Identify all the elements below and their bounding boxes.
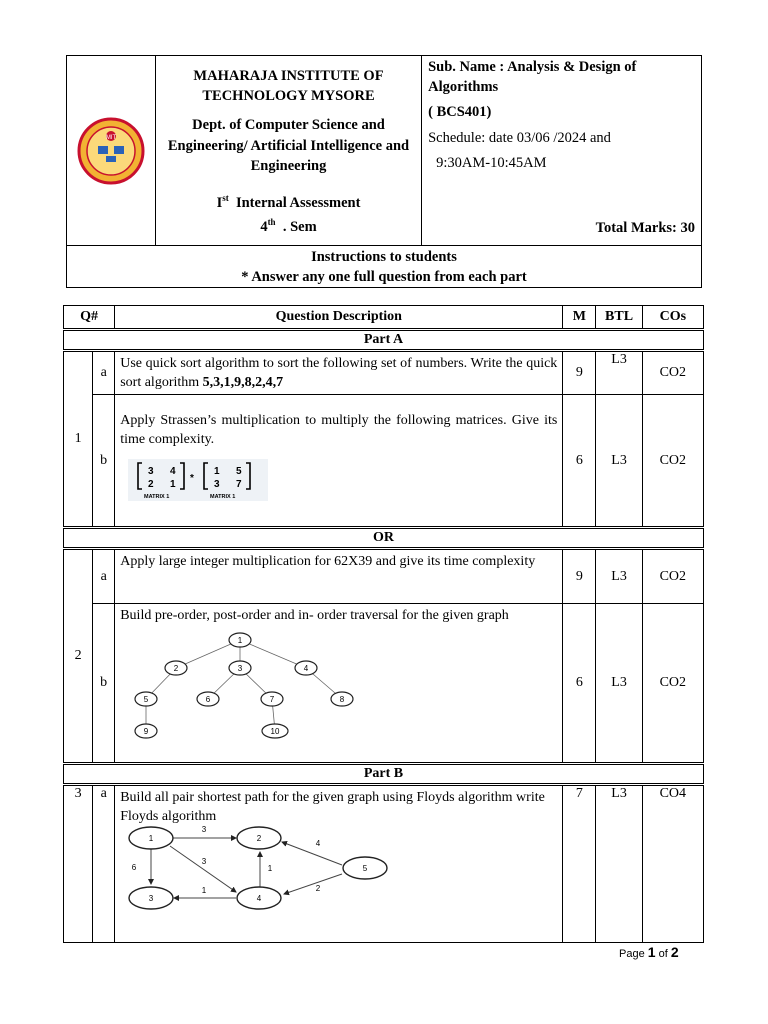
tree-label-5: 5 — [143, 695, 149, 704]
m1-a11: 3 — [148, 466, 154, 477]
q1b-co: CO2 — [642, 395, 703, 528]
multiply-operator: * — [190, 473, 195, 484]
q2b-marks: 6 — [563, 604, 596, 764]
q1a-btl: L3 — [596, 351, 642, 395]
edge-weight-5-4: 2 — [315, 884, 321, 893]
tree-figure — [120, 628, 360, 750]
subject-name-line1: Sub. Name : Analysis & Design of — [428, 59, 637, 75]
tree-label-9: 9 — [143, 727, 149, 736]
edge-weight-1-4: 3 — [201, 857, 207, 866]
q1b-sub: b — [93, 395, 115, 528]
col-header-marks: M — [563, 306, 596, 330]
q2b-btl: L3 — [596, 604, 642, 764]
edge-weight-4-3: 1 — [201, 886, 207, 895]
or-label: OR — [64, 528, 704, 549]
tree-label-6: 6 — [205, 695, 211, 704]
tree-label-3: 3 — [237, 664, 243, 673]
q1a-co: CO2 — [642, 351, 703, 395]
assessment-title: Ist Internal Assessment — [216, 192, 361, 211]
institute-name-line2: TECHNOLOGY MYSORE — [202, 88, 375, 104]
q2a-text: Apply large integer multiplication for 62X39 and give its time complexity — [115, 549, 563, 604]
tree-label-1: 1 — [237, 636, 243, 645]
logo-text: MIT — [105, 134, 117, 141]
q3a-sub: a — [93, 785, 115, 943]
institute-cell — [155, 56, 421, 246]
logo-cell — [67, 56, 156, 246]
q2a-co: CO2 — [642, 549, 703, 604]
tree-label-4: 4 — [303, 664, 309, 673]
m2-a11: 1 — [214, 466, 220, 477]
floyd-label-4: 4 — [256, 894, 262, 903]
institute-name-line1: MAHARAJA INSTITUTE OF — [193, 68, 384, 84]
tree-label-10: 10 — [270, 727, 280, 736]
q1b-text: Apply Strassen’s multiplication to multiply the following matrices. Give its time complexity. — [120, 413, 558, 447]
instructions-cell — [67, 246, 702, 288]
question-table — [63, 305, 704, 943]
q1b-cell — [115, 395, 563, 528]
floyd-label-5: 5 — [362, 864, 368, 873]
part-b-label: Part B — [64, 764, 704, 785]
schedule-date: Schedule: date 03/06 /2024 and — [428, 130, 611, 146]
m1-a21: 2 — [148, 479, 154, 490]
q2b-cell — [115, 604, 563, 764]
edge-weight-1-2: 3 — [201, 826, 207, 834]
col-header-btl: BTL — [596, 306, 642, 330]
m2-a22: 7 — [236, 479, 242, 490]
q2a-btl: L3 — [596, 549, 642, 604]
instructions-title: Instructions to students — [311, 248, 457, 265]
dept-line2: Engineering/ Artificial Intelligence and — [167, 137, 410, 154]
edge-weight-4-2: 1 — [267, 864, 273, 873]
m1-a12: 4 — [170, 466, 176, 477]
header-table — [66, 55, 702, 288]
matrix2-label: MATRIX 1 — [210, 494, 236, 500]
q1-number: 1 — [64, 351, 93, 528]
total-marks: Total Marks: 30 — [595, 220, 695, 236]
tree-label-7: 7 — [269, 695, 275, 704]
m1-a22: 1 — [170, 479, 176, 490]
subject-code: ( BCS401) — [428, 104, 492, 120]
floyd-label-3: 3 — [148, 894, 154, 903]
q2b-text: Build pre-order, post-order and in- order traversal for the given graph — [120, 608, 509, 623]
strassen-matrices-figure — [128, 459, 268, 501]
q3a-cell — [115, 785, 563, 943]
part-a-label: Part A — [64, 330, 704, 351]
q2b-co: CO2 — [642, 604, 703, 764]
col-header-cos: COs — [642, 306, 703, 330]
floyd-label-1: 1 — [148, 834, 154, 843]
q1a-sub: a — [93, 351, 115, 395]
col-header-q: Q# — [64, 306, 115, 330]
col-header-desc: Question Description — [115, 306, 563, 330]
q3a-btl: L3 — [596, 785, 642, 943]
tree-label-2: 2 — [173, 664, 179, 673]
tree-label-8: 8 — [339, 695, 345, 704]
q2a-sub: a — [93, 549, 115, 604]
edge-weight-5-2: 4 — [315, 839, 321, 848]
q1b-btl: L3 — [596, 395, 642, 528]
semester: 4th . Sem — [260, 217, 317, 236]
dept-line3: Engineering — [250, 158, 327, 174]
m2-a21: 3 — [214, 479, 220, 490]
q3a-marks: 7 — [563, 785, 596, 943]
m2-a12: 5 — [236, 466, 242, 477]
matrix1-label: MATRIX 1 — [144, 494, 170, 500]
q2-number: 2 — [64, 549, 93, 764]
q1b-marks: 6 — [563, 395, 596, 528]
q1a-marks: 9 — [563, 351, 596, 395]
q3a-co: CO4 — [642, 785, 703, 943]
page-number: Page 1 of 2 — [619, 944, 679, 960]
schedule-time: 9:30AM-10:45AM — [436, 155, 547, 171]
q3-number: 3 — [64, 785, 93, 943]
floyd-label-2: 2 — [256, 834, 262, 843]
q1a-text: Use quick sort algorithm to sort the following set of numbers. Write the quick sort algorithm 5,3,1,9,8,2,4,7 — [115, 351, 563, 395]
subject-name-line2: Algorithms — [428, 79, 499, 95]
floyd-graph-figure — [120, 826, 390, 918]
q2b-sub: b — [93, 604, 115, 764]
dept-line1: Dept. of Computer Science and — [192, 117, 385, 133]
q3a-text: Build all pair shortest path for the given graph using Floyds algorithm write Floyds algorithm — [120, 790, 545, 824]
edge-weight-1-3: 6 — [131, 863, 137, 872]
subject-cell — [422, 56, 702, 246]
instructions-text: * Answer any one full question from each part — [241, 268, 527, 285]
institute-logo — [76, 116, 146, 186]
q2a-marks: 9 — [563, 549, 596, 604]
